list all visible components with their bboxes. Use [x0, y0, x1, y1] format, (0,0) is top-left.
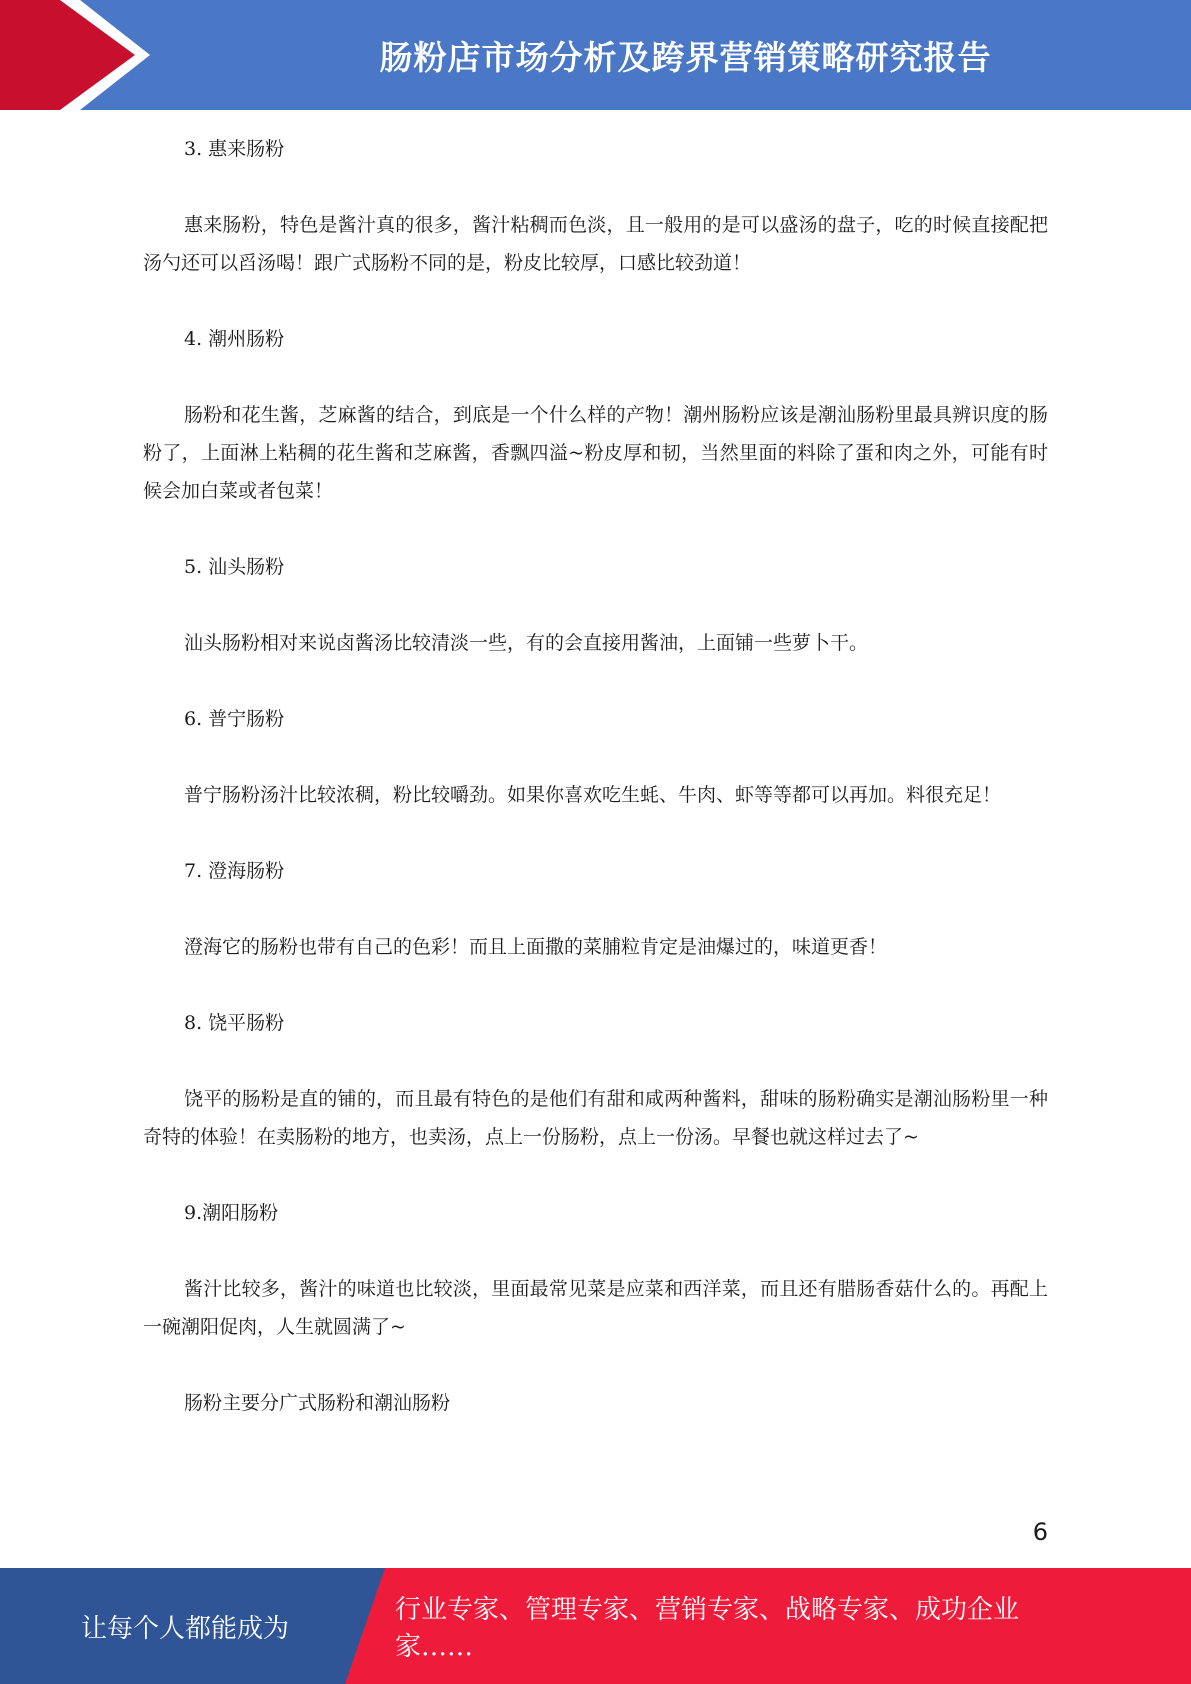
page-number: 6	[1032, 1518, 1048, 1546]
section-paragraph: 酱汁比较多，酱汁的味道也比较淡，里面最常见菜是应菜和西洋菜，而且还有腊肠香菇什么的。再配上一碗潮阳促肉，人生就圆满了~	[143, 1278, 1048, 1338]
section-heading: 3. 惠来肠粉	[184, 138, 285, 160]
section-paragraph: 澄海它的肠粉也带有自己的色彩！而且上面撒的菜脯粒肯定是油爆过的，味道更香！	[184, 936, 888, 958]
footer-slogan: 让每个人都能成为	[80, 1613, 289, 1644]
section-heading: 8. 饶平肠粉	[184, 1012, 285, 1034]
footer-tagline: 行业专家、管理专家、营销专家、战略专家、成功企业家……	[395, 1595, 1020, 1662]
report-title: 肠粉店市场分析及跨界营销策略研究报告	[379, 37, 992, 77]
section-paragraph: 肠粉和花生酱，芝麻酱的结合，到底是一个什么样的产物！潮州肠粉应该是潮汕肠粉里最具辨识度的肠粉了，上面淋上粘稠的花生酱和芝麻酱，香飘四溢~粉皮厚和韧，当然里面的料除了蛋和肉之外，可能有时候会加白菜或者包菜！	[143, 404, 1048, 502]
section-paragraph: 普宁肠粉汤汁比较浓稠，粉比较嚼劲。如果你喜欢吃生蚝、牛肉、虾等等都可以再加。料很充足！	[184, 784, 1002, 806]
section-heading: 7. 澄海肠粉	[184, 860, 285, 882]
section-heading: 9.潮阳肠粉	[184, 1202, 279, 1224]
section-heading: 4. 潮州肠粉	[184, 328, 285, 350]
chevron-right-icon	[0, 0, 160, 110]
section-heading: 6. 普宁肠粉	[184, 708, 285, 730]
section-paragraph: 惠来肠粉，特色是酱汁真的很多，酱汁粘稠而色淡，且一般用的是可以盛汤的盘子，吃的时候直接配把汤勺还可以舀汤喝！跟广式肠粉不同的是，粉皮比较厚，口感比较劲道！	[143, 214, 1048, 274]
report-body	[143, 130, 1048, 1422]
closing-line: 肠粉主要分广式肠粉和潮汕肠粉	[184, 1392, 451, 1414]
section-heading: 5. 汕头肠粉	[184, 556, 285, 578]
section-paragraph: 汕头肠粉相对来说卤酱汤比较清淡一些，有的会直接用酱油，上面铺一些萝卜干。	[184, 632, 869, 654]
section-paragraph: 饶平的肠粉是直的铺的，而且最有特色的是他们有甜和咸两种酱料，甜味的肠粉确实是潮汕肠粉里一种奇特的体验！在卖肠粉的地方，也卖汤，点上一份肠粉，点上一份汤。早餐也就这样过去了~	[143, 1088, 1048, 1148]
page-footer	[0, 1568, 1191, 1684]
page-header	[0, 0, 1191, 110]
